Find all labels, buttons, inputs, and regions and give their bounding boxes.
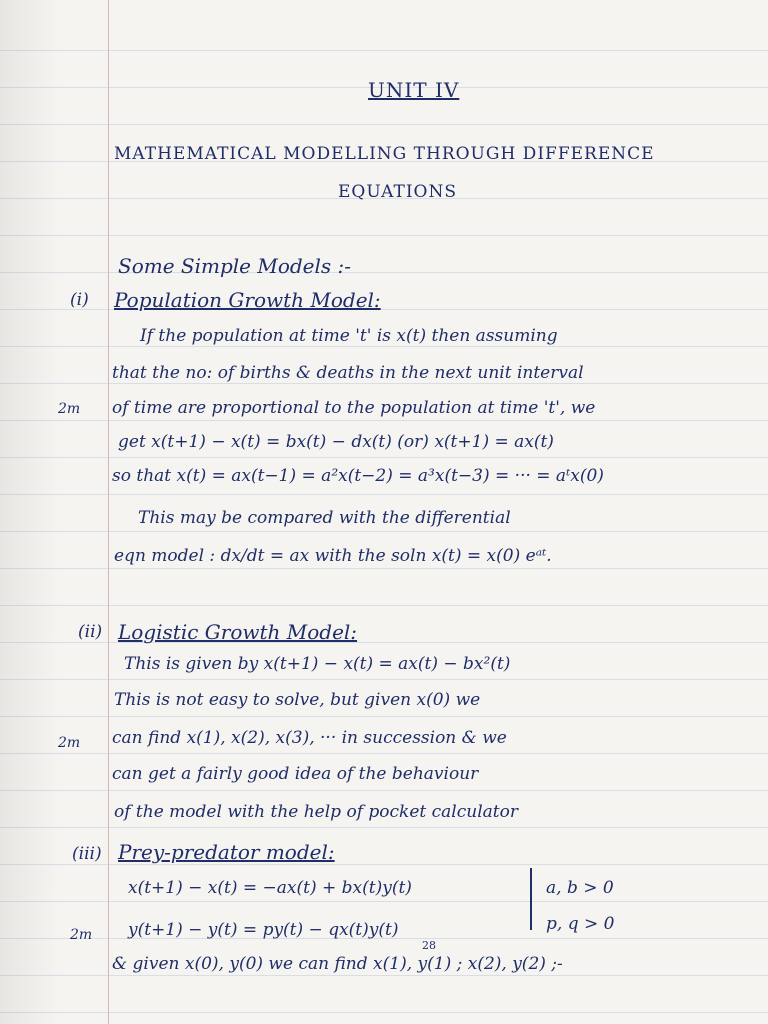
model2-label: (ii) (78, 622, 103, 642)
model3-equation-2: y(t+1) − y(t) = py(t) − qx(t)y(t) (128, 920, 399, 940)
model2-title: Logistic Growth Model: (118, 620, 358, 644)
model3-last-line: & given x(0), y(0) we can find x(1), y(1) ; x(2), y(2) ;- (112, 954, 563, 974)
heading-line-2: EQUATIONS (338, 182, 458, 202)
section-title: Some Simple Models :- (118, 254, 352, 278)
model1-line-4: get x(t+1) − x(t) = bx(t) − dx(t) (or) x(t+1) = ax(t) (118, 432, 554, 452)
heading-line-1: MATHEMATICAL MODELLING THROUGH DIFFERENCE (114, 144, 655, 164)
model2-line-3: can find x(1), x(2), x(3), ··· in succession & we (112, 728, 507, 748)
model3-equation-1: x(t+1) − x(t) = −ax(t) + bx(t)y(t) (128, 878, 412, 898)
model1-label: (i) (70, 290, 89, 310)
model2-line-2: This is not easy to solve, but given x(0) we (114, 690, 481, 710)
model1-line-3: of time are proportional to the population at time 't', we (112, 398, 596, 418)
model3-condition-2: p, q > 0 (546, 914, 615, 934)
margin-line (108, 0, 109, 1024)
equation-brace (520, 868, 532, 930)
unit-title: UNIT IV (368, 78, 460, 102)
model2-line-4: can get a fairly good idea of the behaviour (112, 764, 479, 784)
model1-title: Population Growth Model: (114, 288, 381, 312)
model3-title: Prey-predator model: (118, 840, 335, 864)
margin-note-2: 2m (58, 735, 81, 751)
model1-line-1: If the population at time 't' is x(t) then assuming (140, 326, 558, 346)
model1-line-7: eqn model : dx/dt = ax with the soln x(t) = x(0) eᵃᵗ. (114, 546, 552, 566)
model3-condition-1: a, b > 0 (546, 878, 614, 898)
page-number: 28 (422, 939, 436, 952)
margin-note-1: 2m (58, 401, 81, 417)
model1-line-5: so that x(t) = ax(t−1) = a²x(t−2) = a³x(t−3) = ··· = aᵗx(0) (112, 466, 604, 486)
model1-line-2: that the no: of births & deaths in the next unit interval (112, 363, 584, 383)
model3-label: (iii) (72, 844, 102, 864)
margin-note-3: 2m (70, 927, 93, 943)
model2-line-1: This is given by x(t+1) − x(t) = ax(t) − bx²(t) (124, 654, 511, 674)
model1-line-6: This may be compared with the differential (138, 508, 511, 528)
model2-line-5: of the model with the help of pocket calculator (114, 802, 518, 822)
